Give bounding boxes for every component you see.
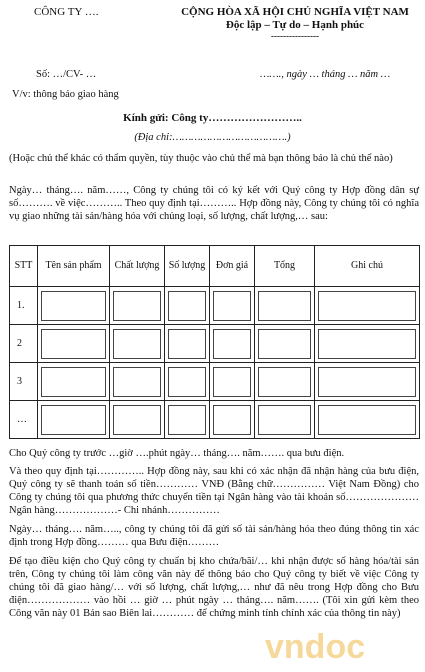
cell-unit-price[interactable] xyxy=(213,329,251,359)
cell-total[interactable] xyxy=(258,291,311,321)
cell-note[interactable] xyxy=(318,367,416,397)
col-header-total: Tổng xyxy=(255,246,315,287)
cell-unit-price[interactable] xyxy=(213,405,251,435)
cell-product[interactable] xyxy=(41,405,106,435)
paragraph-notice: Để tạo điều kiện cho Quý công ty chuẩn bị kho chứa/bãi/… khi nhận được số hàng hóa/tài sản trên, Công ty chúng tôi làm công văn này để thông báo cho Quý công ty biết về việc Công ty chúng tôi đã giao hàng/… với số lượng, chất lượng,… như đã nêu trong Hợp đồng cho Bưu điện……………… vào hồi … giờ … phút ngày … tháng…. năm……. (Tôi xin gửi kèm theo Công văn này 01 Bản sao Biên lai………… để chứng minh tính chính xác của thông tin này) xyxy=(9,556,419,619)
cell-note[interactable] xyxy=(318,329,416,359)
addressee-title: Kính gửi: Công ty…………………….. xyxy=(123,112,302,124)
cell-quantity[interactable] xyxy=(168,405,206,435)
cell-product[interactable] xyxy=(41,329,106,359)
row-number: 1. xyxy=(10,287,38,325)
cell-total[interactable] xyxy=(258,329,311,359)
document-subject: V/v: thông báo giao hàng xyxy=(12,89,119,100)
cell-total[interactable] xyxy=(258,405,311,435)
col-header-note: Ghi chú xyxy=(315,246,420,287)
cell-unit-price[interactable] xyxy=(213,367,251,397)
row-number: … xyxy=(10,401,38,439)
cell-product[interactable] xyxy=(41,291,106,321)
col-header-stt: STT xyxy=(10,246,38,287)
row-number: 3 xyxy=(10,363,38,401)
col-header-unit-price: Đơn giá xyxy=(210,246,255,287)
table-row xyxy=(10,287,420,325)
table-row xyxy=(10,325,420,363)
col-header-quality: Chất lượng xyxy=(110,246,165,287)
row-number: 2 xyxy=(10,325,38,363)
nation-title: CỘNG HÒA XÃ HỘI CHỦ NGHĨA VIỆT NAM xyxy=(181,6,409,18)
table-row xyxy=(10,363,420,401)
paragraph-shipment: Ngày… tháng…. năm….., công ty chúng tôi đã gửi số tài sản/hàng hóa theo đúng thông tin xác định trong Hợp đồng……… qua Bưu điện……… xyxy=(9,524,419,548)
cell-quality[interactable] xyxy=(113,329,161,359)
cell-quality[interactable] xyxy=(113,291,161,321)
paragraph-payment: Và theo quy định tại………….. Hợp đồng này, sau khi có xác nhận đã nhận hàng của bưu điện, Quý công ty sẽ thanh toán số tiền………… VNĐ (Bằng chữ…………… Việt Nam Đồng) cho Công ty chúng tôi qua phương thức chuyển tiền tại Ngân hàng vào tài khoản số………………… Ngân hàng………………- Chi nhánh…………… xyxy=(9,466,419,516)
cell-product[interactable] xyxy=(41,367,106,397)
national-header xyxy=(170,6,420,40)
goods-table xyxy=(9,245,420,439)
cell-unit-price[interactable] xyxy=(213,291,251,321)
cell-quantity[interactable] xyxy=(168,291,206,321)
cell-quality[interactable] xyxy=(113,405,161,435)
paragraph-contract: Ngày… tháng…. năm……, Công ty chúng tôi có ký kết với Quý công ty Hợp đồng dân sự số………. về việc……….. Theo quy định tại……….. Hợp đồng này, Công ty chúng tôi có nghĩa vụ giao những tài sản/hàng hóa với chủng loại, số lượng, chất lượng,… sau: xyxy=(9,185,419,222)
cell-note[interactable] xyxy=(318,405,416,435)
cell-total[interactable] xyxy=(258,367,311,397)
addressee-note: (Hoặc chủ thể khác có thẩm quyền, tùy thuộc vào chủ thể mà bạn thông báo là chủ thể nào) xyxy=(9,153,393,164)
cell-quantity[interactable] xyxy=(168,367,206,397)
table-header-row xyxy=(10,246,420,287)
motto: Độc lập – Tự do – Hạnh phúc xyxy=(225,19,365,31)
document-date: ……., ngày … tháng … năm … xyxy=(260,69,391,80)
paragraph-delivery-deadline: Cho Quý công ty trước …giờ ….phút ngày… tháng…. năm……. qua bưu điện. xyxy=(9,448,345,459)
motto-rule: ---------------- xyxy=(271,31,319,41)
cell-note[interactable] xyxy=(318,291,416,321)
watermark-logo: vndoc xyxy=(265,628,366,666)
table-row xyxy=(10,401,420,439)
cell-quality[interactable] xyxy=(113,367,161,397)
addressee-address: (Địa chỉ:……………………………….) xyxy=(134,132,291,143)
col-header-quantity: Số lượng xyxy=(165,246,210,287)
col-header-product: Tên sản phẩm xyxy=(38,246,110,287)
cell-quantity[interactable] xyxy=(168,329,206,359)
document-number: Số: …/CV- … xyxy=(36,69,97,80)
company-name: CÔNG TY …. xyxy=(34,6,99,18)
